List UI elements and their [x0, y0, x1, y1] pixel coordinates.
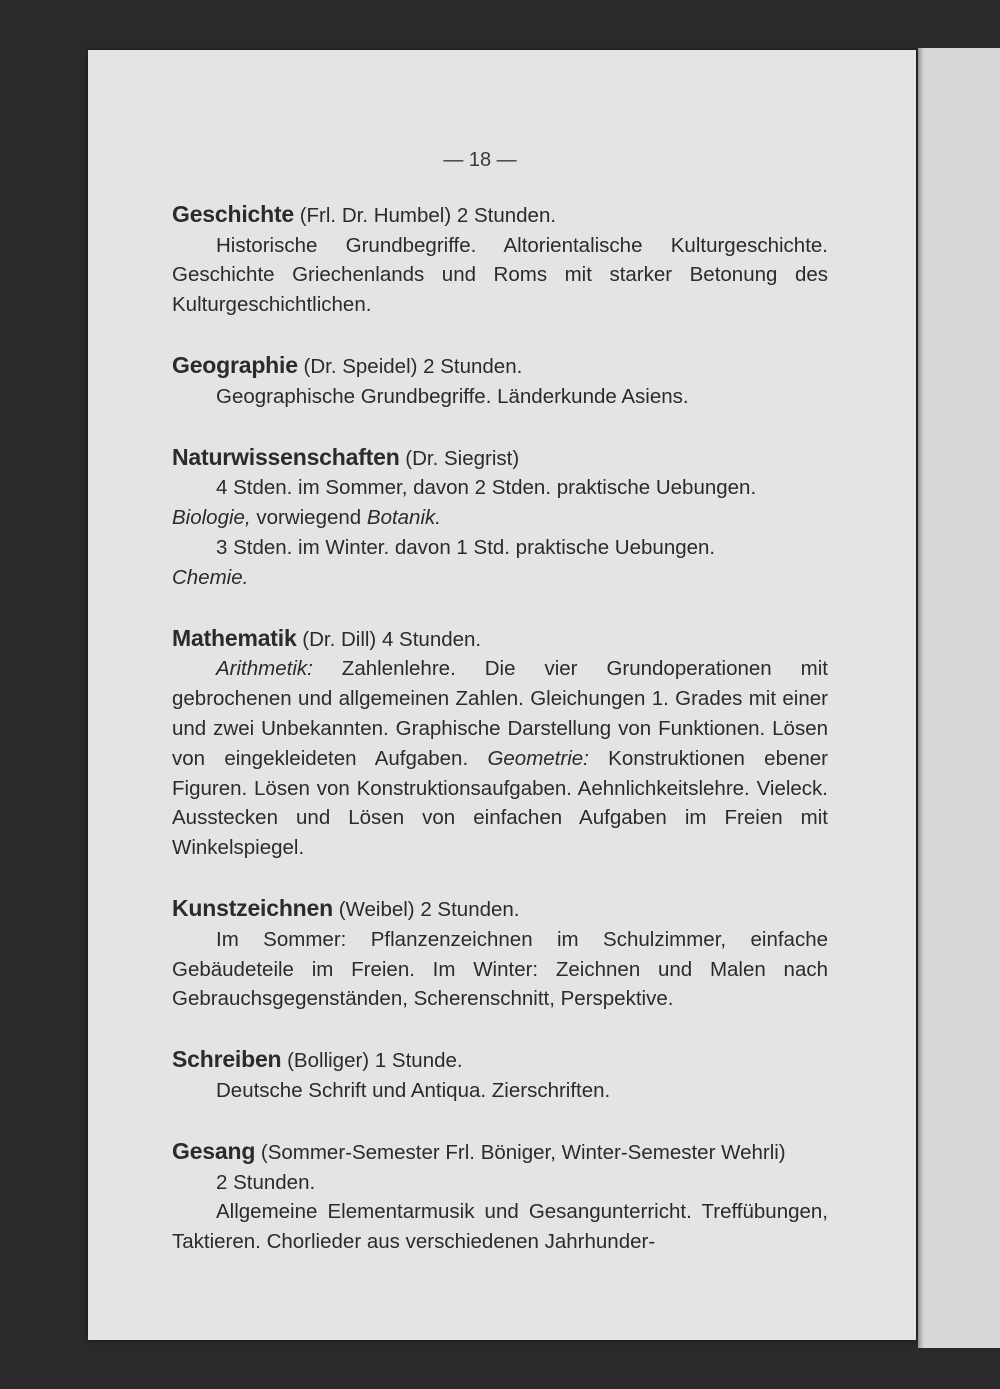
- section-text: Allgemeine Elementarmusik und Gesangunterricht. Treffübungen, Taktieren. Chorlieder aus verschiedenen Jahrhunder-: [172, 1200, 828, 1254]
- book-page: [88, 50, 916, 1340]
- next-page-edge: [918, 48, 1000, 1348]
- section-heading: [172, 1137, 828, 1168]
- section-kunstzeichnen: [172, 894, 828, 1014]
- section-heading: [172, 351, 828, 382]
- teacher-info: (Weibel) 2 Stunden.: [338, 897, 520, 921]
- section-heading: [172, 624, 828, 655]
- section-text: Deutsche Schrift und Antiqua. Zierschriften.: [216, 1078, 611, 1102]
- section-text: Geographische Grundbegriffe. Länderkunde Asiens.: [216, 384, 689, 408]
- arithmetik-text: Zahlenlehre. Die vier Grundoperationen mit gebrochenen und allgemeinen Zahlen. Gleichungen 1. Grades mit einer und zwei Unbekannten. Graphische Darstellung von Funktionen. Lösen von eingekleideten Aufgaben.: [172, 657, 828, 770]
- section-mathematik: [172, 624, 828, 863]
- winter-hours-line: 3 Stden. im Winter. davon 1 Std. praktische Uebungen.: [216, 535, 716, 559]
- subject-title: Mathematik: [172, 624, 297, 651]
- subject-title: Kunstzeichnen: [172, 894, 333, 921]
- subject-title: Geschichte: [172, 200, 294, 227]
- arithmetik-label: Arithmetik:: [216, 657, 313, 681]
- biologie-line: [172, 503, 828, 533]
- teacher-info: (Bolliger) 1 Stunde.: [287, 1049, 463, 1073]
- botanik-label: Botanik.: [366, 506, 441, 530]
- section-schreiben: [172, 1045, 828, 1106]
- summer-hours-line: 4 Stden. im Sommer, davon 2 Stden. praktische Uebungen.: [216, 476, 757, 500]
- section-geschichte: [172, 200, 828, 320]
- teacher-info: (Frl. Dr. Humbel) 2 Stunden.: [299, 203, 557, 227]
- subject-title: Schreiben: [172, 1046, 282, 1073]
- teacher-info: (Sommer-Semester Frl. Böniger, Winter-Semester Wehrli): [260, 1140, 786, 1164]
- section-heading: [172, 1045, 828, 1076]
- biologie-label: Biologie,: [172, 506, 251, 530]
- section-heading: [172, 200, 828, 231]
- subject-title: Geographie: [172, 351, 298, 378]
- section-heading: [172, 894, 828, 925]
- teacher-info: (Dr. Speidel) 2 Stunden.: [303, 354, 523, 378]
- subject-title: Naturwissenschaften: [172, 443, 400, 470]
- section-geographie: [172, 351, 828, 412]
- section-text: [172, 654, 828, 863]
- vorwiegend-text: vorwiegend: [256, 506, 362, 530]
- section-gesang: [172, 1137, 828, 1257]
- subject-title: Gesang: [172, 1137, 256, 1164]
- page-number: — 18 —: [443, 149, 517, 171]
- chemie-label: Chemie.: [172, 565, 249, 589]
- section-text: Im Sommer: Pflanzenzeichnen im Schulzimmer, einfache Gebäudeteile im Freien. Im Winter: Zeichnen und Malen nach Gebrauchsgegenständen, Scherenschnitt, Perspektive.: [172, 927, 828, 1011]
- hours-line: 2 Stunden.: [216, 1170, 316, 1194]
- section-text: Historische Grundbegriffe. Altorientalische Kulturgeschichte. Geschichte Griechenlands und Roms mit starker Betonung des Kulturgeschichtlichen.: [172, 233, 828, 317]
- section-heading: [172, 443, 828, 474]
- teacher-info: (Dr. Dill) 4 Stunden.: [302, 627, 482, 651]
- geometrie-text: Konstruktionen ebener Figuren. Lösen von Konstruktionsaufgaben. Aehnlichkeitslehre. Vieleck. Ausstecken und Lösen von einfachen Aufgaben im Freien mit Winkelspiegel.: [172, 746, 828, 860]
- teacher-info: (Dr. Siegrist): [405, 446, 520, 470]
- geometrie-label: Geometrie:: [487, 746, 589, 770]
- page-content: [172, 146, 828, 1288]
- section-naturwissenschaften: [172, 443, 828, 593]
